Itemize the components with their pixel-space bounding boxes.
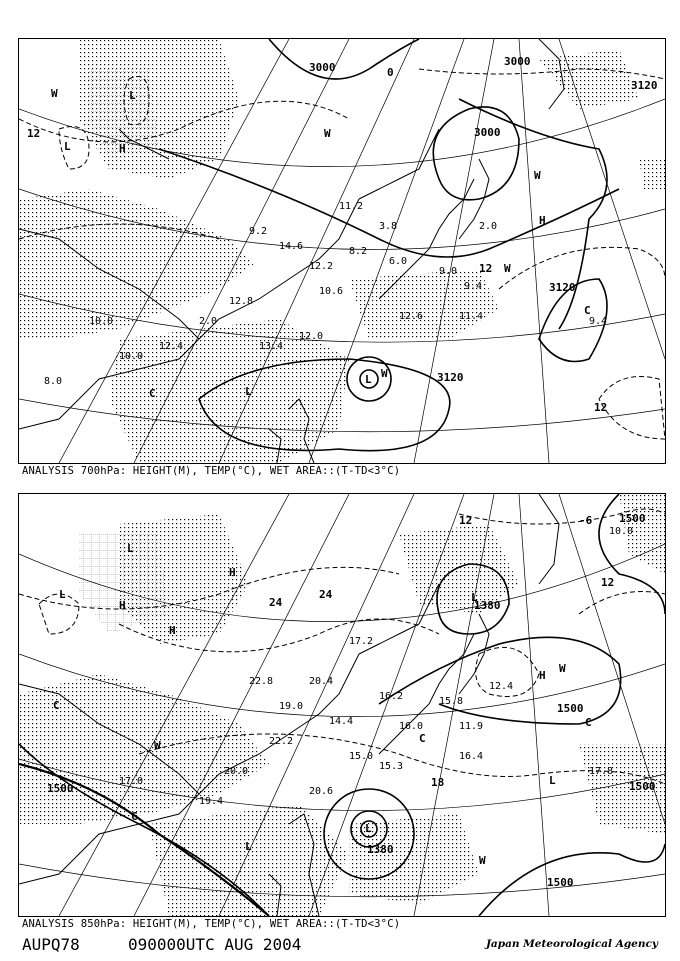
center-label: H [119, 599, 126, 612]
svg-text:11.9: 11.9 [459, 721, 484, 732]
svg-text:22.2: 22.2 [269, 736, 294, 747]
center-label: C [585, 716, 592, 729]
center-label: H [169, 624, 176, 637]
temp-label: 12 [27, 127, 41, 140]
caption-700hpa: ANALYSIS 700hPa: HEIGHT(M), TEMP(°C), WET AREA::(T-TD<3°C) [22, 465, 401, 477]
svg-text:16.2: 16.2 [379, 691, 404, 702]
svg-text:12.8: 12.8 [229, 296, 254, 307]
center-label: H [539, 214, 546, 227]
center-label: L [245, 840, 252, 853]
temp-label: 12 [594, 401, 608, 414]
caption-850hpa: ANALYSIS 850hPa: HEIGHT(M), TEMP(°C), WET AREA::(T-TD<3°C) [22, 918, 401, 930]
svg-text:15.0: 15.0 [349, 751, 374, 762]
center-label: W [559, 662, 566, 675]
svg-text:12.6: 12.6 [399, 311, 424, 322]
svg-text:14.4: 14.4 [329, 716, 354, 727]
svg-text:17.0: 17.0 [119, 776, 144, 787]
height-label: 3000 [474, 126, 501, 139]
svg-text:20.6: 20.6 [309, 786, 334, 797]
center-label: C [419, 732, 426, 745]
svg-text:3.8: 3.8 [379, 221, 398, 232]
center-label: C [584, 304, 591, 317]
center-label: H [229, 566, 236, 579]
center-label: W [479, 854, 486, 867]
svg-text:15.8: 15.8 [439, 696, 464, 707]
svg-text:17.8: 17.8 [589, 766, 614, 777]
svg-text:10.0: 10.0 [609, 526, 634, 537]
height-label: 1380 [367, 843, 394, 856]
height-label: 3120 [631, 79, 658, 92]
svg-text:12.0: 12.0 [299, 331, 324, 342]
svg-text:15.3: 15.3 [379, 761, 404, 772]
center-label: L [549, 774, 556, 787]
svg-text:9.0: 9.0 [439, 266, 458, 277]
svg-text:14.6: 14.6 [279, 241, 304, 252]
center-label: W [504, 262, 511, 275]
height-label: 3000 [309, 61, 336, 74]
temp-label: 0 [387, 66, 394, 79]
agency-credit: Japan Meteorological Agency [485, 938, 658, 950]
temp-label: 18 [431, 776, 445, 789]
map-700hpa-svg [19, 39, 665, 463]
svg-text:13.4: 13.4 [259, 341, 284, 352]
center-label: W [381, 367, 388, 380]
height-label: 3120 [437, 371, 464, 384]
center-label: W [154, 739, 161, 752]
svg-text:17.2: 17.2 [349, 636, 374, 647]
temp-label: 12 [601, 576, 615, 589]
center-label: L [245, 385, 252, 398]
center-label: C [149, 387, 156, 400]
svg-text:2.0: 2.0 [479, 221, 498, 232]
svg-text:19.4: 19.4 [199, 796, 224, 807]
svg-text:9.4: 9.4 [589, 316, 608, 327]
svg-text:10.0: 10.0 [119, 351, 144, 362]
svg-text:9.2: 9.2 [249, 226, 268, 237]
bulletin-code: AUPQ78 [22, 935, 80, 954]
svg-text:11.2: 11.2 [339, 201, 364, 212]
center-label: L [365, 373, 372, 386]
height-label: 1500 [557, 702, 584, 715]
wet-area-shading [19, 39, 665, 463]
height-label: 1500 [619, 512, 646, 525]
height-label: 1380 [474, 599, 501, 612]
height-label: 1500 [547, 876, 574, 889]
svg-text:12.4: 12.4 [489, 681, 514, 692]
height-label: 1500 [47, 782, 74, 795]
center-label: C [131, 810, 138, 823]
center-label: L [64, 140, 71, 153]
center-label: L [129, 89, 136, 102]
center-label: W [51, 87, 58, 100]
center-label: W [534, 169, 541, 182]
temp-label: 12 [459, 514, 473, 527]
center-label: W [324, 127, 331, 140]
svg-text:22.8: 22.8 [249, 676, 274, 687]
svg-text:6.0: 6.0 [389, 256, 408, 267]
svg-text:9.4: 9.4 [464, 281, 483, 292]
svg-text:8.2: 8.2 [349, 246, 368, 257]
svg-text:2.0: 2.0 [199, 316, 218, 327]
svg-text:10.6: 10.6 [319, 286, 344, 297]
center-label: H [119, 142, 126, 155]
svg-text:8.0: 8.0 [44, 376, 63, 387]
svg-text:12.4: 12.4 [159, 341, 184, 352]
height-label: 3000 [504, 55, 531, 68]
svg-text:11.4: 11.4 [459, 311, 484, 322]
svg-text:19.0: 19.0 [279, 701, 304, 712]
svg-text:16.0: 16.0 [399, 721, 424, 732]
map-850hpa-svg [19, 494, 665, 916]
map-panel-700hpa [18, 38, 666, 464]
height-label: 1500 [629, 780, 656, 793]
center-label: L [59, 588, 66, 601]
center-label: H [539, 669, 546, 682]
svg-text:10.0: 10.0 [89, 316, 114, 327]
temp-label: -6 [579, 514, 593, 527]
temp-label: 12 [479, 262, 493, 275]
temp-label: 24 [319, 588, 333, 601]
map-panel-850hpa [18, 493, 666, 917]
height-label: 3120 [549, 281, 576, 294]
svg-text:12.2: 12.2 [309, 261, 334, 272]
svg-text:16.4: 16.4 [459, 751, 484, 762]
temp-label: 24 [269, 596, 283, 609]
center-label: L [365, 822, 372, 835]
analysis-time: 090000UTC AUG 2004 [128, 935, 302, 954]
center-label: L [471, 591, 478, 604]
svg-text:20.4: 20.4 [309, 676, 334, 687]
center-label: C [53, 699, 60, 712]
center-label: L [127, 542, 134, 555]
svg-text:20.0: 20.0 [224, 766, 249, 777]
